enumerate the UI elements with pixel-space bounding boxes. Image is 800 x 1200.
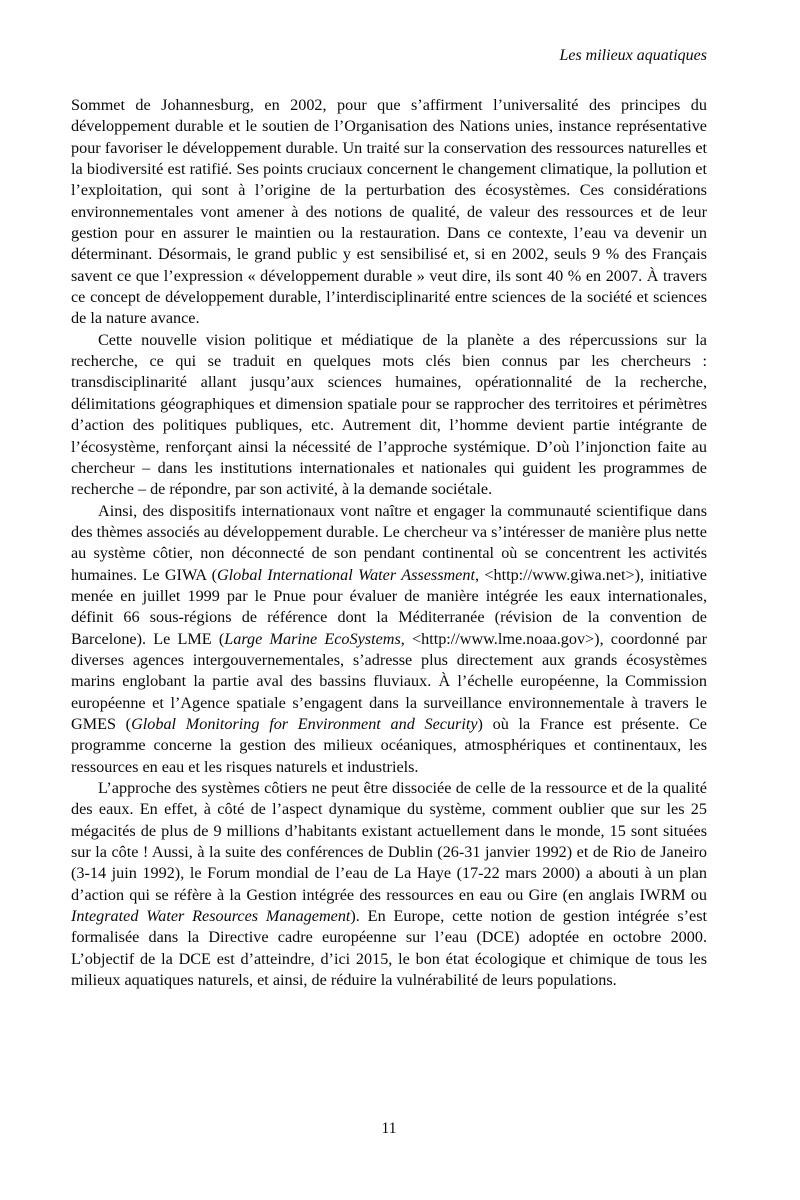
paragraph: Ainsi, des dispositifs internationaux vont naître et engager la communauté scientifique dans des thèmes associés au développement durable. Le chercheur va s’intéresser de manière plus nette au système côtier, non déconnecté de son pendant continental où se concentrent les activités humaines. Le GIWA (Global International Water Assessment, <http://www.giwa.net>), initiative menée en juillet 1999 par le Pnue pour évaluer de manière intégrée les eaux internationales, définit 66 sous-régions de référence dont la Méditerranée (révision de la convention de Barcelone). Le LME (Large Marine EcoSystems, <http://www.lme.noaa.gov>), coordonné par diverses agences intergouvernementales, s’adresse plus directement aux grands écosystèmes marins englobant la partie aval des bassins fluviaux. À l’échelle européenne, la Commission européenne et l’Agence spatiale s’engagent dans la surveillance environnementale à travers le GMES (Global Monitoring for Environment and Security) où la France est présente. Ce programme concerne la gestion des milieux océaniques, atmosphériques et continentaux, les ressources en eau et les risques naturels et industriels. — [71, 501, 707, 776]
running-header: Les milieux aquatiques — [559, 47, 707, 64]
page-number: 11 — [381, 1120, 397, 1137]
paragraph: Cette nouvelle vision politique et médiatique de la planète a des répercussions sur la recherche, ce qui se traduit en quelques mots clés bien connus par les chercheurs : transdisciplinarité allant jusqu’aux sciences humaines, opérationnalité de la recherche, délimitations géographiques et dimension spatiale pour se rapprocher des territoires et périmètres d’action des politiques publiques, etc. Autrement dit, l’homme devient partie intégrante de l’écosystème, renforçant ainsi la nécessité de l’approche systémique. D’où l’injonction faite au chercheur – dans les institutions internationales et nationales qui guident les programmes de recherche – de répondre, par son activité, à la demande sociétale. — [71, 330, 707, 499]
paragraph: L’approche des systèmes côtiers ne peut être dissociée de celle de la ressource et de la qualité des eaux. En effet, à côté de l’aspect dynamique du système, comment oublier que sur les 25 mégacités de plus de 9 millions d’habitants existant actuellement dans le monde, 15 sont situées sur la côte ! Aussi, à la suite des conférences de Dublin (26-31 janvier 1992) et de Rio de Janeiro (3-14 juin 1992), le Forum mondial de l’eau de La Haye (17-22 mars 2000) a abouti à un plan d’action qui se réfère à la Gestion intégrée des ressources en eau ou Gire (en anglais IWRM ou Integrated Water Resources Management). En Europe, cette notion de gestion intégrée s’est formalisée dans la Directive cadre européenne sur l’eau (DCE) adoptée en octobre 2000. L’objectif de la DCE est d’atteindre, d’ici 2015, le bon état écologique et chimique de tous les milieux aquatiques naturels, et ainsi, de réduire la vulnérabilité de leurs populations. — [71, 779, 707, 990]
body-text — [71, 95, 707, 991]
paragraph: Sommet de Johannesburg, en 2002, pour que s’affirment l’universalité des principes du développement durable et le soutien de l’Organisation des Nations unies, instance représentative pour favoriser le développement durable. Un traité sur la conservation des ressources naturelles et la biodiversité est ratifié. Ses points cruciaux concernent le changement climatique, la pollution et l’exploitation, qui sont à l’origine de la perturbation des écosystèmes. Ces considérations environnementales vont amener à des notions de qualité, de valeur des ressources et de leur gestion pour en assurer le maintien ou la restauration. Dans ce contexte, l’eau va devenir un déterminant. Désormais, le grand public y est sensibilisé et, si en 2002, seuls 9 % des Français savent ce que l’expression « développement durable » veut dire, ils sont 40 % en 2007. À travers ce concept de développement durable, l’interdisciplinarité entre sciences de la société et sciences de la nature avance. — [71, 96, 707, 328]
